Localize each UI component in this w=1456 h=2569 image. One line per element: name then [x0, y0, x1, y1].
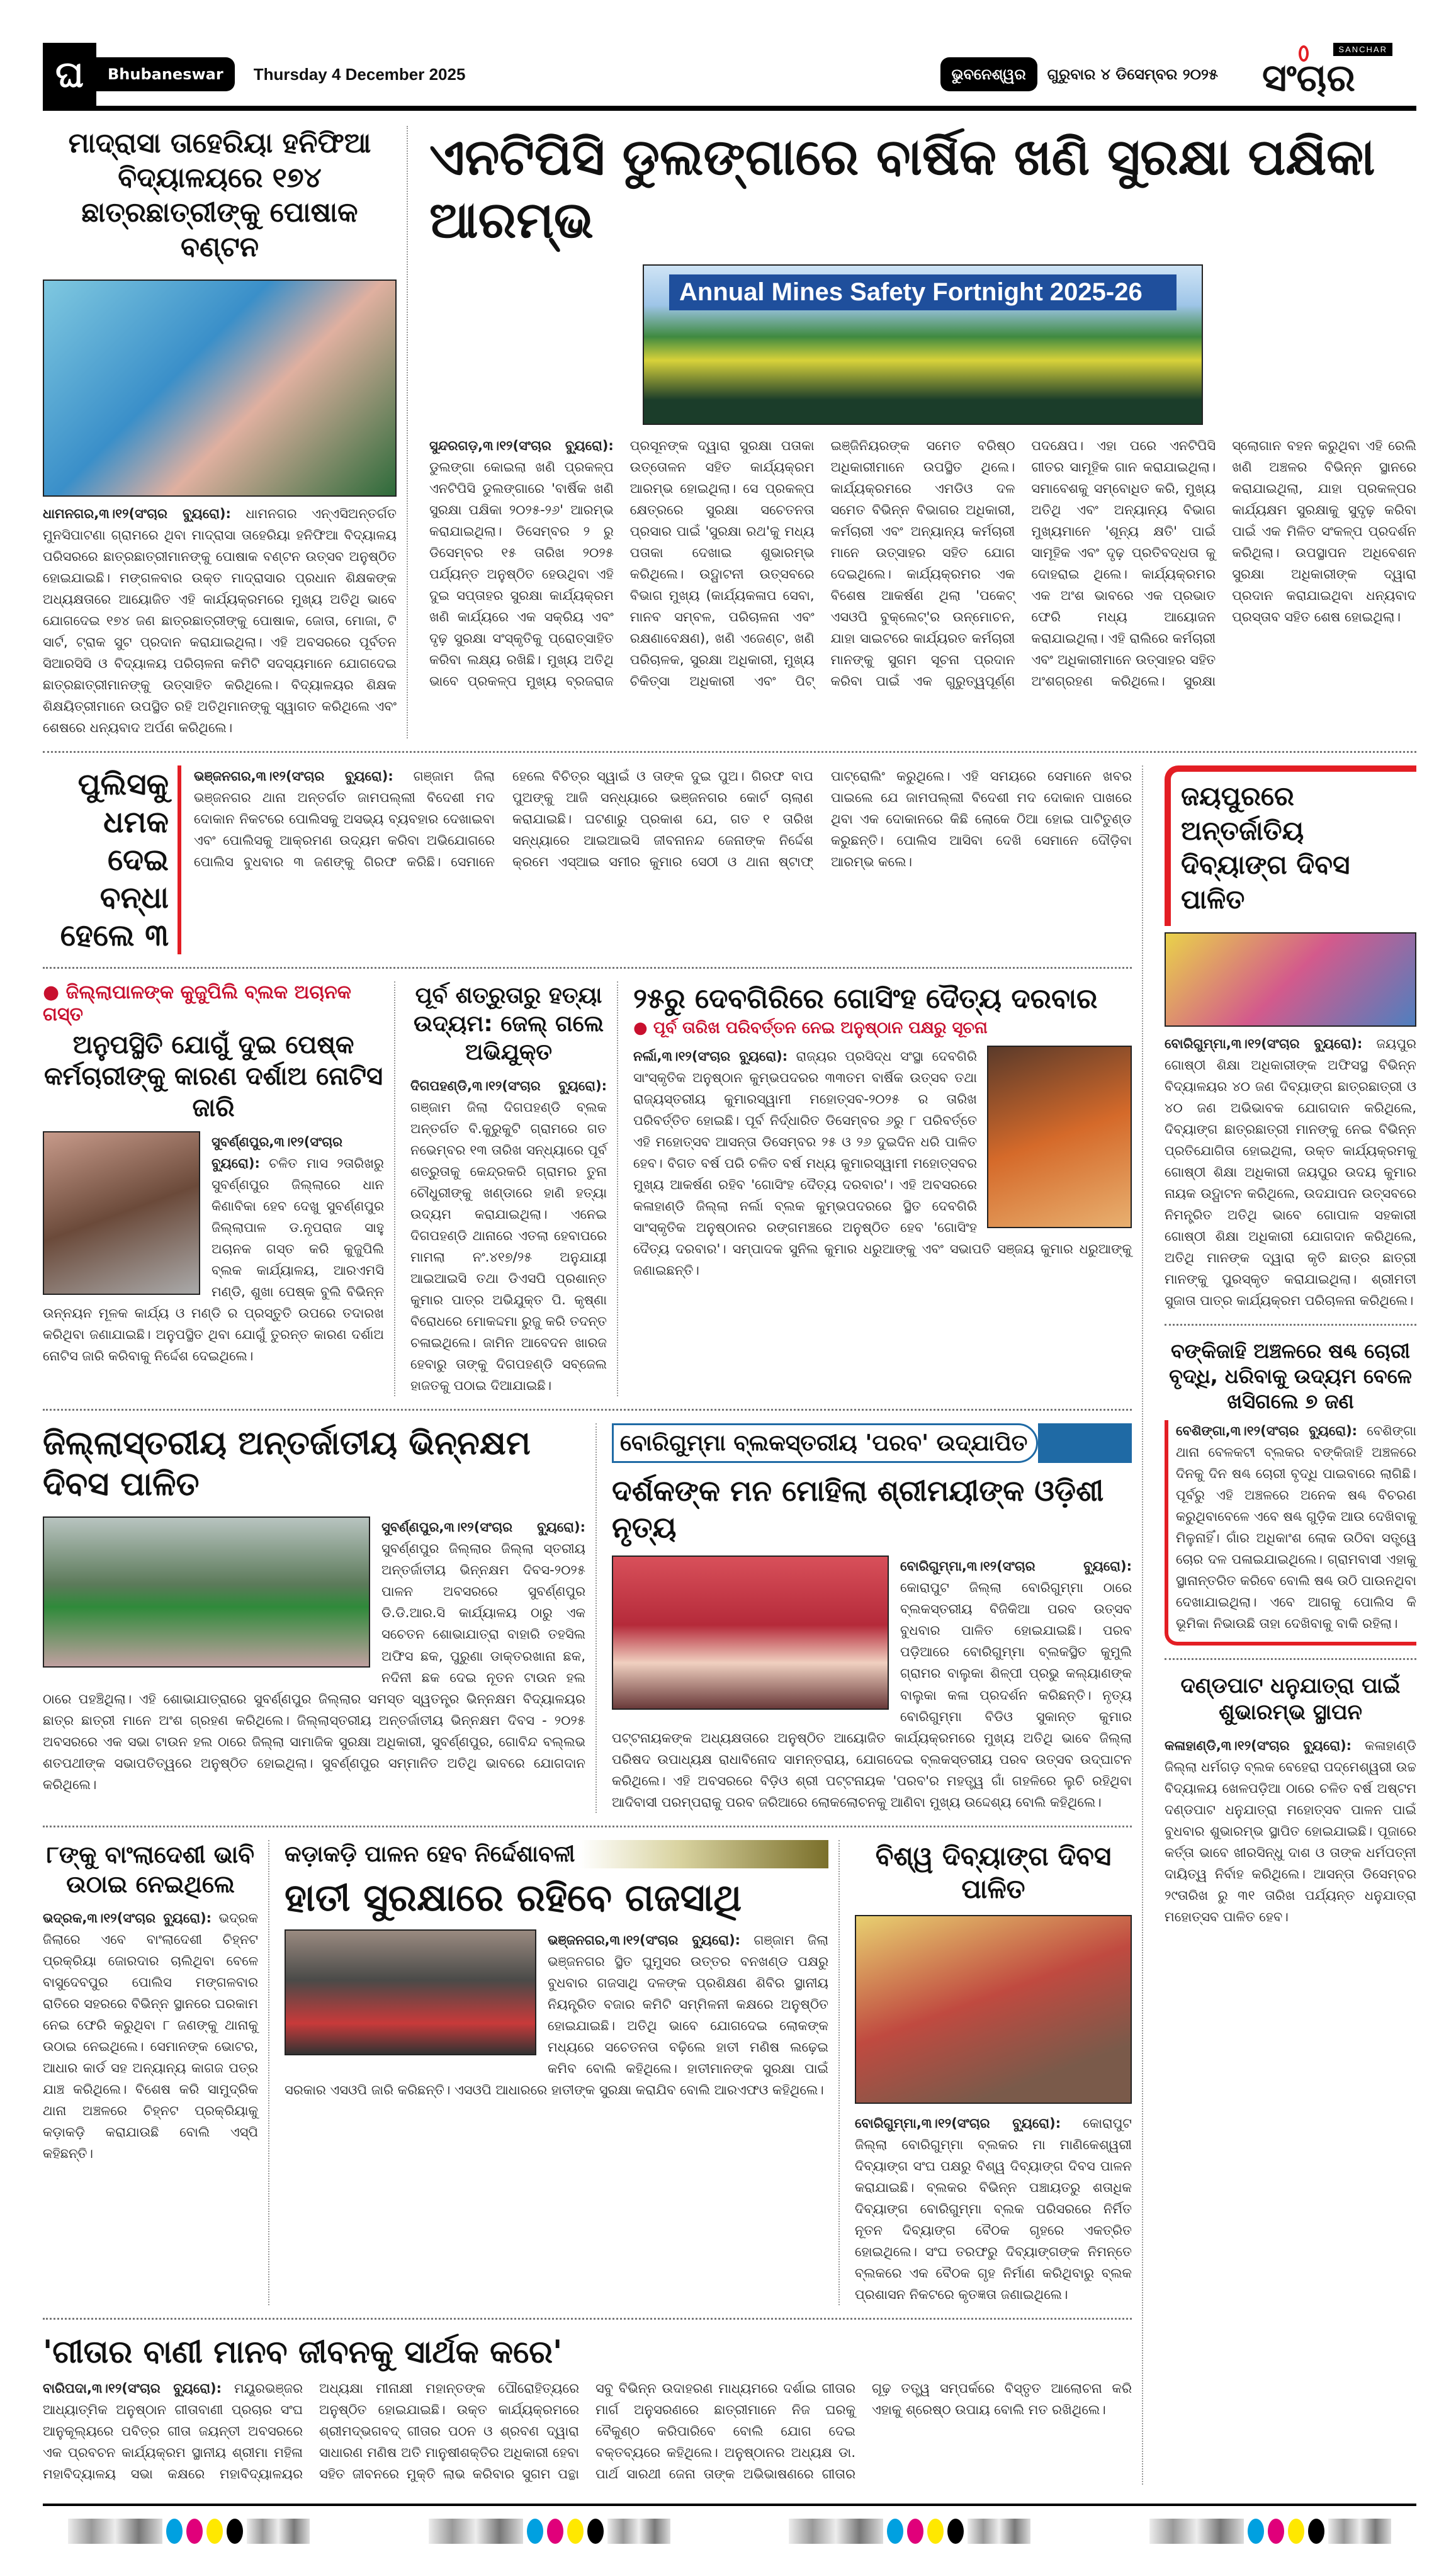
- article-text: ଜୟପୁର ଗୋଷ୍ଠୀ ଶିକ୍ଷା ଅଧିକାରୀଙ୍କ ଅଫିସସ୍ଥ ବିଭିନ୍ନ ବିଦ୍ୟାଳୟର ୪୦ ଜଣ ଦିବ୍ୟାଙ୍ଗ ଛାତ୍ରଛାତ୍ରୀ ଓ ୪୦ ଜଣ ଅଭିଭାବକ ଯୋଗଦାନ କରିଥିଲେ, ଦିବ୍ୟାଙ୍ଗ ଛାତ୍ରଛାତ୍ରୀ ମାନଙ୍କୁ ନେଇ ବିଭିନ୍ନ ପ୍ରତିଯୋଗିତା ହୋଇଥିଲା, ଉକ୍ତ କାର୍ଯ୍ୟକ୍ରମକୁ ଗୋଷ୍ଠୀ ଶିକ୍ଷା ଅଧିକାରୀ ଜୟପୁର ଉଦୟ କୁମାର ନାୟକ ଉଦ୍ଘାଟନ କରିଥିଲେ, ଉଦଯାପନ ଉତ୍ସବରେ ନିମନ୍ତ୍ରିତ ଅତିଥି ଭାବେ ଗୋପାଳ ସହକାରୀ ଗୋଷ୍ଠୀ ଶିକ୍ଷା ଅଧିକାରୀ ଯୋଗଦାନ କରିଥିଲେ, ଅତିଥି ମାନଙ୍କ ଦ୍ୱାରା କୃତି ଛାତ୍ର ଛାତ୍ରୀ ମାନଙ୍କୁ ପୁରସ୍କୃତ କରାଯାଇଥିଲା। ଶ୍ରୀମତୀ ସୁଜାତା ପାତ୍ର କାର୍ଯ୍ୟକ୍ରମ ପରିଚାଳନା କରିଥିଲେ।: [1165, 1036, 1416, 1308]
- headline: ୮ଙ୍କୁ ବାଂଲାଦେଶୀ ଭାବି ଉଠାଇ ନେଇଥିଲେ: [46, 1840, 255, 1899]
- headline: ଜୟପୁରରେ ଅନ୍ତର୍ଜାତିୟ ଦିବ୍ୟାଙ୍ଗ ଦିବସ ପାଳିତ: [1181, 781, 1350, 915]
- article-text: କୋରାପୁଟ ଜିଲ୍ଲା ବୋରିଗୁମ୍ମା ଠାରେ ବ୍ଲକସ୍ତରୀୟ ବିଜିକିଆ ପରବ ଉତ୍ସବ ବୁଧବାର ପାଳିତ ହୋଇଯାଇଛି। ପରବ ପଡ଼ିଆରେ ବୋରିଗୁମ୍ମା ବ୍ଲକସ୍ଥିତ କୁମୁଲି ଗ୍ରାମର ବାଲୁକା ଶିଳ୍ପୀ ପ୍ରଭୁ କଲ୍ୟାଣଙ୍କ ବାଲୁକା କଳା ପ୍ରଦର୍ଶନ କରିଛନ୍ତି। ନୃତ୍ୟ ବୋରିଗୁମ୍ମା ବିଡିଓ ସୁକାନ୍ତ କୁମାର ପଟ୍ଟନାୟକଙ୍କ ଅଧ୍ୟକ୍ଷତାରେ ଅନୁଷ୍ଠିତ ଆୟୋଜିତ କାର୍ଯ୍ୟକ୍ରମରେ ମୁଖ୍ୟ ଅତିଥି ଭାବେ ଜିଲ୍ଲା ପରିଷଦ ଉପାଧ୍ୟକ୍ଷ ରାଧାବିନୋଦ ସାମନ୍ତରାୟ, ଯୋଗଦେଇ ବ୍ଲକସ୍ତରୀୟ ପରବ ଉତ୍ସବ ଉଦ୍‌ଘାଟନ କରିଥିଲେ। ଏହି ଅବସରରେ ବିଡ଼ିଓ ଶ୍ରୀ ପଟ୍ଟନାୟକ 'ପରବ'ର ମହତ୍ତ୍ୱ ଗାଁ ଗହଳିରେ ଲୁଚି ରହିଥିବା ଆଦିବାସୀ ପରମ୍ପରାକୁ ପରବ ଜରିଆରେ ଲୋକଲୋଚନକୁ ଆଣିବା ମୁଖ୍ୟ ଉଦ୍ଦେଶ୍ୟ ବୋଲି କହିଥିଲେ।: [612, 1580, 1132, 1810]
- dateline: ଭଦ୍ରକ,୩।୧୨(ସଂଚାର ବ୍ୟୁରୋ):: [43, 1910, 212, 1926]
- story-ntpc: [429, 126, 1416, 738]
- article-body: [1165, 1033, 1416, 1311]
- dateline: ବାରିପଦା,୩।୧୨(ସଂଚାର ବ୍ୟୁରୋ):: [43, 2381, 222, 2397]
- masthead-rule: [43, 106, 1416, 111]
- row-4: [43, 1840, 1132, 2320]
- story-suspension: [43, 981, 395, 1396]
- main-area: [43, 765, 1143, 2485]
- article-text: ବେଶିଙ୍ଗା ଥାନା ବେଳକଟୀ ବ୍ଲକର ବଙ୍କିଜାହି ଅଞ୍ଚଳରେ ଦିନକୁ ଦିନ ଷଣ୍ଢ ଚୋରୀ ବୃଦ୍ଧି ପାଇବାରେ ଲାଗିଛି। ପୂର୍ବରୁ ଏହି ଅଞ୍ଚଳରେ ଅନେକ ଷଣ୍ଢ ବିଚରଣ କରୁଥିବାବେଳେ ଏବେ ଷଣ୍ଢ ଗୁଡ଼ିକ ଆଉ ଦେଖିବାକୁ ମିଳୁନାହିଁ। ଗାଁର ଅଧିକାଂଶ ଲୋକ ଉଠିବା ସତ୍ତ୍ୱେ ଚୋର ଦଳ ପଳାଇଯାଇଥିଲେ। ଗ୍ରାମବାସୀ ଏହାକୁ ସ୍ଥାନାନ୍ତରିତ କରିବେ ବୋଲି ଷଣ୍ଢ ଉଠି ପାଉନଥିବା ଦେଖାଯାଇଥିଲା। ଏବେ ଆଗକୁ ପୋଲିସ କି ଭୂମିକା ନିଭାଉଛି ତାହା ଦେଖିବାକୁ ବାକି ରହିଲା।: [1176, 1423, 1416, 1631]
- news-photo: [987, 1046, 1132, 1228]
- article-body: [43, 503, 397, 738]
- dateline: ଧାମନଗର,୩।୧୨(ସଂଚାର ବ୍ୟୁରୋ):: [43, 506, 231, 521]
- article-text: କୋରାପୁଟ ଜିଲ୍ଲା ବୋରିଗୁମ୍ମା ବ୍ଲକର ମା ମାଣିକେଶ୍ୱରୀ ଦିବ୍ୟାଙ୍ଗ ସଂଘ ପକ୍ଷରୁ ବିଶ୍ୱ ଦିବ୍ୟାଙ୍ଗ ଦିବସ ପାଳନ କରାଯାଇଛି। ବ୍ଲକର ବିଭିନ୍ନ ପଞ୍ଚାୟତରୁ ଶତାଧିକ ଦିବ୍ୟାଙ୍ଗ ବୋରିଗୁମ୍ମା ବ୍ଲକ ପରିସରରେ ନିର୍ମିତ ନୂତନ ଦିବ୍ୟାଙ୍ଗ ବୈଠକ ଗୃହରେ ଏକତ୍ରିତ ହୋଇଥିଲେ। ସଂଘ ତରଫରୁ ଦିବ୍ୟାଙ୍ଗଙ୍କ ନିମନ୍ତେ ବ୍ଲକରେ ଏକ ବୈଠକ ଗୃହ ନିର୍ମାଣ କରିଥିବାରୁ ବ୍ଲକ ପ୍ରଶାସନ ନିକଟରେ କୃତଜ୍ଞତା ଜଣାଇଥିଲେ।: [855, 2115, 1132, 2302]
- headline: ବଙ୍କିଜାହି ଅଞ୍ଚଳରେ ଷଣ୍ଢ ଚୋରୀ ବୃଦ୍ଧି, ଧରିବାକୁ ଉଦ୍ୟମ ବେଳେ ଖସିଗଲେ ୭ ଜଣ: [1169, 1338, 1412, 1413]
- headline-top: ବୋରିଗୁମ୍ମା ବ୍ଲକସ୍ତରୀୟ 'ପରବ' ଉଦ୍‌ଯାପିତ: [612, 1423, 1038, 1463]
- story-bankijahi: [1165, 1338, 1416, 1660]
- story-disability-day: [43, 1423, 597, 1812]
- article-body: [43, 1907, 258, 2164]
- bullet-icon: ●: [633, 1019, 653, 1038]
- article-text: ଧାମନଗର ଏନ୍‌ଏସିଅନ୍ତର୍ଗତ ମୁନସିପାଟଣା ଗ୍ରାମରେ ଥିବା ମାଦ୍ରାସା ତାହେରିୟା ହନିଫିଆ ବିଦ୍ୟାଳୟ ପରିସରରେ ଛାତ୍ରଛାତ୍ରୀମାନଙ୍କୁ ପୋଷାକ ବଣ୍ଟନ ଉତ୍ସବ ଅନୁଷ୍ଠିତ ହୋଇଯାଇଛି। ମଙ୍ଗଳବାର ଉକ୍ତ ମାଦ୍ରାସାର ପ୍ରଧାନ ଶିକ୍ଷକଙ୍କ ଅଧ୍ୟକ୍ଷତାରେ ଆୟୋଜିତ ଏହି କାର୍ଯ୍ୟକ୍ରମରେ ମୁଖ୍ୟ ଅତିଥି ଭାବେ ଯୋଗଦେଇ ୧୭୪ ଜଣ ଛାତ୍ରଛାତ୍ରୀଙ୍କୁ ପୋଷାକ, ଜୋତା, ମୋଜା, ଟି ସାର୍ଟ, ଟ୍ରାକ ସୁଟ ପ୍ରଦାନ କରାଯାଇଥିଲା। ଏହି ଅବସରରେ ପୂର୍ବତନ ସିଆରସିସି ଓ ବିଦ୍ୟାଳୟ ପରିଚାଳନା କମିଟି ସଦସ୍ୟମାନେ ଯୋଗଦେଇ ଛାତ୍ରଛାତ୍ରୀମାନଙ୍କୁ ଉତ୍ସାହିତ କରିଥିଲେ। ବିଦ୍ୟାଳୟର ଶିକ୍ଷକ ଶିକ୍ଷୟିତ୍ରୀମାନେ ଉପସ୍ଥିତ ରହି ଅତିଥିମାନଙ୍କୁ ସ୍ୱାଗତ କରିଥିଲେ ଏବଂ ଶେଷରେ ଧନ୍ୟବାଦ ଅର୍ପଣ କରିଥିଲେ।: [43, 506, 397, 736]
- dateline: ଭଞ୍ଜନଗର,୩।୧୨(ସଂଚାର ବ୍ୟୁରୋ):: [194, 769, 393, 784]
- story-dhanuyatra: [1165, 1673, 1416, 1928]
- print-color-bar: [789, 2519, 1030, 2544]
- dateline: ସୁବର୍ଣ୍ଣପୁର,୩।୧୨(ସଂଚାର ବ୍ୟୁରୋ):: [381, 1520, 585, 1535]
- story-gita: [43, 2332, 1132, 2485]
- page-section-letter: ଘ: [43, 43, 96, 106]
- story-elephant: [285, 1840, 840, 2305]
- row-2: [43, 981, 1132, 1411]
- dateline: ବୋରିଗୁମ୍ମା,୩।୧୨(ସଂଚାର ବ୍ୟୁରୋ):: [900, 1559, 1132, 1574]
- article-text: ଡୁଲଙ୍ଗା କୋଇଲା ଖଣି ପ୍ରକଳ୍ପ ଏନଟିପିସି ଡୁଲଙ୍ଗାରେ 'ବାର୍ଷିକ ଖଣି ସୁରକ୍ଷା ପକ୍ଷିକା ୨୦୨୫-୨୬' ଆରମ୍ଭ କରାଯାଇଥିଲା। ଡିସେମ୍ବର ୨ ରୁ ଡିସେମ୍ବର ୧୫ ତାରିଖ ୨୦୨୫ ପର୍ଯ୍ୟନ୍ତ ଅନୁଷ୍ଠିତ ହେଉଥିବା ଏହି ଦୁଇ ସପ୍ତାହର ସୁରକ୍ଷା କାର୍ଯ୍ୟକ୍ରମ ଖଣି କାର୍ଯ୍ୟରେ ଏକ ସକ୍ରିୟ ଏବଂ ଦୃଢ଼ ସୁରକ୍ଷା ସଂସ୍କୃତିକୁ ପ୍ରୋତ୍ସାହିତ କରିବା ଲକ୍ଷ୍ୟ ରଖିଛି। ମୁଖ୍ୟ ଅତିଥି ଭାବେ ପ୍ରକଳ୍ପ ମୁଖ୍ୟ ବ୍ରଜରାଜ ପ୍ରସୂନଙ୍କ ଦ୍ୱାରା ସୁରକ୍ଷା ପତାକା ଉତ୍ତୋଳନ ସହିତ କାର୍ଯ୍ୟକ୍ରମ ଆରମ୍ଭ ହୋଇଥିଲା। ସେ ପ୍ରକଳ୍ପ କ୍ଷେତ୍ରରେ ସୁରକ୍ଷା ସଚେତନତା ପ୍ରସାର ପାଇଁ 'ସୁରକ୍ଷା ରଥ'କୁ ମଧ୍ୟ ପତାକା ଦେଖାଇ ଶୁଭାରମ୍ଭ କରିଥିଲେ। ଉଦ୍ଘାଟନୀ ଉତ୍ସବରେ ବିଭାଗ ମୁଖ୍ୟ (କାର୍ଯ୍ୟକଳାପ ସେବା, ମାନବ ସମ୍ବଳ, ପରିଚାଳନା ଏବଂ ରକ୍ଷଣାବେକ୍ଷଣ), ଖଣି ଏଜେଣ୍ଟ, ଖଣି ପରିଚାଳକ, ସୁରକ୍ଷା ଅଧିକାରୀ, ମୁଖ୍ୟ ଚିକିତ୍ସା ଅଧିକାରୀ ଏବଂ ପିଟ୍ ଇଞ୍ଜିନିୟରଙ୍କ ସମେତ ବରିଷ୍ଠ ଅଧିକାରୀମାନେ ଉପସ୍ଥିତ ଥିଲେ। କାର୍ଯ୍ୟକ୍ରମରେ ଏମଡିଓ ଦଳ ସମେତ ବିଭିନ୍ନ ବିଭାଗର ଅଧିକାରୀ, କର୍ମଚାରୀ ଏବଂ ଅନ୍ୟାନ୍ୟ କର୍ମଚାରୀ ମାନେ ଉତ୍ସାହର ସହିତ ଯୋଗ ଦେଇଥିଲେ। କାର୍ଯ୍ୟକ୍ରମର ଏକ ବିଶେଷ ଆକର୍ଷଣ ଥିଲା 'ପକେଟ୍ ଏସଓପି ବୁକ୍ଲେଟ୍'ର ଉନ୍ମୋଚନ, ଯାହା ସାଇଟରେ କାର୍ଯ୍ୟରତ କର୍ମଚାରୀ ମାନଙ୍କୁ ସୁଗମ ସୂଚନା ପ୍ରଦାନ କରିବା ପାଇଁ ଏକ ଗୁରୁତ୍ୱପୂର୍ଣ୍ଣ ପଦକ୍ଷେପ। ଏହା ପରେ ଏନଟିପିସି ଗୀତର ସାମୂହିକ ଗାନ କରାଯାଇଥିଲା। ସମାବେଶକୁ ସମ୍ବୋଧିତ କରି, ମୁଖ୍ୟ ଅତିଥି ଏବଂ ଅନ୍ୟାନ୍ୟ ବିଭାଗ ମୁଖ୍ୟମାନେ 'ଶୂନ୍ୟ କ୍ଷତି' ପାଇଁ ସାମୂହିକ ଏବଂ ଦୃଢ଼ ପ୍ରତିବଦ୍ଧତା କୁ ଦୋହରାଇ ଥିଲେ। କାର୍ଯ୍ୟକ୍ରମର ଏକ ଅଂଶ ଭାବରେ ଏକ ପ୍ରଭାତ ଫେରି ମଧ୍ୟ ଆୟୋଜନ କରାଯାଇଥିଲା। ଏହି ରାଲିରେ କର୍ମଚାରୀ ଏବଂ ଅଧିକାରୀମାନେ ଉତ୍ସାହର ସହିତ ଅଂଶଗ୍ରହଣ କରିଥିଲେ। ସୁରକ୍ଷା ସ୍ଲୋଗାନ ବହନ କରୁଥିବା ଏହି ରେଲି ଖଣି ଅଞ୍ଚଳର ବିଭିନ୍ନ ସ୍ଥାନରେ କରାଯାଇଥିଲା, ଯାହା ପ୍ରକଳ୍ପର କାର୍ଯ୍ୟକ୍ଷମ ସୁରକ୍ଷାକୁ ସୁଦୃଢ଼ କରିବା ପାଇଁ ଏକ ମିଳିତ ସଂକଳ୍ପ ପ୍ରଦର୍ଶନ କରିଥିଲା। ଉପସ୍ଥାପନ ଅଧିବେଶନ ସୁରକ୍ଷା ଅଧିକାରୀଙ୍କ ଦ୍ୱାରା ପ୍ରଦାନ କରାଯାଇଥିବା ଧନ୍ୟବାଦ ପ୍ରସ୍ତାବ ସହିତ ଶେଷ ହୋଇଥିଲା।: [429, 438, 1416, 689]
- article-text: ମୟୂରଭଞ୍ଜର ଆଧ୍ୟାତ୍ମିକ ଅନୁଷ୍ଠାନ ଗୀତାବାଣୀ ପ୍ରଚାର ସଂଘ ଆନୁକୂଲ୍ୟରେ ପବିତ୍ର ଗୀତା ଜୟନ୍ତୀ ଅବସରରେ ଏକ ପ୍ରବଚନ କାର୍ଯ୍ୟକ୍ରମ ସ୍ଥାନୀୟ ଶ୍ରୀମା ମହିଳା ମହାବିଦ୍ୟାଳୟ ସଭା କକ୍ଷରେ ମହାବିଦ୍ୟାଳୟର ଅଧ୍ୟକ୍ଷା ମୀନାକ୍ଷୀ ମହାନ୍ତଙ୍କ ପୌରୋହିତ୍ୟରେ ଅନୁଷ୍ଠିତ ହୋଇଯାଇଛି। ଉକ୍ତ କାର୍ଯ୍ୟକ୍ରମରେ ଶ୍ରୀମଦ୍‌ଭଗବଦ୍ ଗୀତାର ପଠନ ଓ ଶ୍ରବଣ ଦ୍ୱାରା ସାଧାରଣ ମଣିଷ ଅତି ମାନୁଷୀଶକ୍ତିର ଅଧିକାରୀ ହେବା ସହିତ ଜୀବନରେ ମୁକ୍ତି ଲାଭ କରିବାର ସୁଗମ ପନ୍ଥା ସବୁ ବିଭିନ୍ନ ଉଦାହରଣ ମାଧ୍ୟମରେ ଦର୍ଶାଇ ଗୀତାର ମାର୍ଗ ଅନୁସରଣରେ ଛାତ୍ରୀମାନେ ନିଜ ଘରକୁ ବୈକୁଣ୍ଠ କରିପାରିବେ ବୋଲି ଯୋଗ ଦେଇ ବକ୍ତବ୍ୟରେ କହିଥିଲେ। ଅନୁଷ୍ଠାନର ଅଧ୍ୟକ୍ଷ ଡା. ପାର୍ଥ ସାରଥୀ ଜେନା ତାଙ୍କ ଅଭିଭାଷଣରେ ଗୀତାର ଗୂଢ଼ ତତ୍ତ୍ୱ ସମ୍ପର୍କରେ ବିସ୍ତୃତ ଆଲୋଚନା କରି ଏହାକୁ ଶ୍ରେଷ୍ଠ ଉପାୟ ବୋଲି ମତ ରଖିଥିଲେ।: [43, 2381, 1132, 2482]
- edition-city-odia-badge: ଭୁବନେଶ୍ୱର: [940, 57, 1037, 91]
- headline-bar: [285, 1840, 828, 1868]
- article-text: ଚଳିତ ମାସ ୨ତାରିଖରୁ ସୁବର୍ଣ୍ଣପୁର ଜିଲ୍ଲାରେ ଧାନ କିଣାବିକା ହେବ ଦେଖୁ ସୁବର୍ଣ୍ଣପୁର ଜିଲ୍ଲାପାଳ ଡ.ନୃପରାଜ ସାହୁ ଅଚାନକ ଗସ୍ତ କରି କୁଜୁପିଲି ବ୍ଲକ କାର୍ଯ୍ୟାଳୟ, ଆରଏମସି ମଣ୍ଡି, ଶୁଖା ପେଷ୍କ ବୁଲି ବିଭିନ୍ନ ଉନ୍ନୟନ ମୂଳକ କାର୍ଯ୍ୟ ଓ ମଣ୍ଡି ର ପ୍ରସ୍ତୁତି ଉପରେ ତଦାରଖ କରିଥିବା ଜଣାଯାଇଛି। ଅନୁପସ୍ଥିତ ଥିବା ଯୋଗୁଁ ତୁରନ୍ତ କାରଣ ଦର୍ଶାଅ ନୋଟିସ ଜାରି କରିବାକୁ ନିର୍ଦ୍ଦେଶ ଦେଇଥିଲେ।: [43, 1156, 384, 1364]
- headline: ବିଶ୍ୱ ଦିବ୍ୟାଙ୍ଗ ଦିବସ ପାଳିତ: [875, 1840, 1112, 1905]
- news-photo: [855, 1915, 1132, 2104]
- newspaper-logo: [1256, 43, 1416, 106]
- headline: 'ଗୀତାର ବାଣୀ ମାନବ ଜୀବନକୁ ସାର୍ଥକ କରେ': [43, 2333, 563, 2370]
- dateline: ଦିଗପହଣ୍ଡି,୩।୧୨(ସଂଚାର ବ୍ୟୁରୋ):: [410, 1078, 607, 1094]
- article-body: [855, 2113, 1132, 2305]
- headline: ପୁଲିସକୁ ଧମକ ଦେଇ ବନ୍ଧା ହେଲେ ୩: [43, 765, 181, 954]
- dateline: ନର୍ଲା,୩।୧୨(ସଂଚାର ବ୍ୟୁରୋ):: [633, 1049, 788, 1064]
- story-jaypur: [1165, 765, 1416, 1326]
- story-police: [43, 765, 1132, 969]
- photo-banner: Annual Mines Safety Fortnight 2025-26: [669, 274, 1177, 310]
- lower-section: [43, 765, 1416, 2485]
- news-photo: [43, 1516, 370, 1668]
- article-body: [429, 435, 1416, 692]
- headline: ଦଣ୍ଡପାଟ ଧନୁଯାତ୍ରା ପାଇଁ ଶୁଭାରମ୍ଭ ସ୍ଥାପନ: [1180, 1673, 1401, 1725]
- headline: ଦର୍ଶକଙ୍କ ମନ ମୋହିଲା ଶ୍ରୀମୟୀଙ୍କ ଓଡ଼ିଶୀ ନୃତ୍ୟ: [612, 1474, 1104, 1544]
- article-body: [1165, 1735, 1416, 1928]
- headline: ମାଦ୍ରାସା ତାହେରିୟା ହନିଫିଆ ବିଦ୍ୟାଳୟରେ ୧୭୪ ଛାତ୍ରଛାତ୍ରୀଙ୍କୁ ପୋଷାକ ବଣ୍ଟନ: [68, 127, 371, 263]
- dateline: ବୋରିଗୁମ୍ମା,୩।୧୨(ସଂଚାର ବ୍ୟୁରୋ):: [1165, 1036, 1363, 1051]
- article-text: କଳାହାଣ୍ଡି ଜିଲ୍ଲା ଧର୍ମଗଡ଼ ବ୍ଲକ ବେହେରା ପଦ୍ମେଶ୍ୱରୀ ଉଚ୍ଚ ବିଦ୍ୟାଳୟ ଖେଳପଡ଼ିଆ ଠାରେ ଚଳିତ ବର୍ଷ ଅଷ୍ଟମ ଦଣ୍ଡପାଟ ଧନୁଯାତ୍ରା ମହୋତ୍ସବ ପାଳନ ପାଇଁ ବୁଧବାର ଶୁଭାରମ୍ଭ ସ୍ଥାପିତ ହୋଇଯାଇଛି। ପୂଜାରେ କର୍ତ୍ତା ଭାବେ ଖୀରସିନ୍ଧୁ ଦାଶ ଓ ତାଙ୍କ ଧର୍ମପତ୍ନୀ ଦାୟିତ୍ୱ ନିର୍ବାହ କରିଥିଲେ। ଆସନ୍ତା ଡିସେମ୍ବର ୨୯ତାରିଖ ରୁ ୩୧ ତାରିଖ ପର୍ଯ୍ୟନ୍ତ ଧନୁଯାତ୍ରା ମହୋତ୍ସବ ପାଳିତ ହେବ।: [1165, 1737, 1416, 1925]
- dateline: ସୁନ୍ଦରଗଡ଼,୩।୧୨(ସଂଚାର ବ୍ୟୁରୋ):: [429, 438, 614, 453]
- news-photo: [643, 264, 1203, 425]
- headline: ପୂର୍ବ ଶତ୍ରୁତାରୁ ହତ୍ୟା ଉଦ୍ୟମ: ଜେଲ୍ ଗଲେ ଅଭିଯୁକ୍ତ: [413, 983, 604, 1066]
- news-photo: [43, 279, 397, 497]
- accent-bar: [1038, 1423, 1132, 1463]
- dateline: ବୋରିଗୁମ୍ମା,୩।୧୨(ସଂଚାର ବ୍ୟୁରୋ):: [855, 2115, 1061, 2131]
- print-color-bars: [43, 2506, 1416, 2544]
- right-rail: [1165, 765, 1416, 2485]
- story-box: [1165, 765, 1416, 925]
- top-section: [43, 126, 1416, 753]
- story-debagiri: [633, 981, 1132, 1396]
- edition-date-odia: ଗୁରୁବାର ୪ ଡିସେମ୍ବର ୨୦୨୫: [1047, 65, 1218, 83]
- article-body: [410, 1075, 607, 1396]
- story-madrasa: [43, 126, 408, 738]
- news-photo: [612, 1556, 889, 1710]
- row-3: [43, 1423, 1132, 1827]
- edition-date: Thursday 4 December 2025: [253, 64, 466, 84]
- article-text: ସୁବର୍ଣ୍ଣପୁର ଜିଲ୍ଲାର ଜିଲ୍ଲା ସ୍ତରୀୟ ଅନ୍ତର୍ଜାତୀୟ ଭିନ୍ନକ୍ଷମ ଦିବସ-୨୦୨୫ ପାଳନ ଅବସରରେ ସୁବର୍ଣ୍ଣପୁର ଡି.ଡି.ଆର.ସି କାର୍ଯ୍ୟାଳୟ ଠାରୁ ଏକ ସଚେତନ ଶୋଭାଯାତ୍ରା ବାହାରି ତହସିଲ ଅଫିସ ଛକ, ପୁରୁଣା ଡାକ୍ତରଖାନା ଛକ, ନଦିନୀ ଛକ ଦେଇ ନୂତନ ଟାଉନ ହଲ ଠାରେ ପହଞ୍ଚିଥିଲା। ଏହି ଶୋଭାଯାତ୍ରାରେ ସୁବର୍ଣ୍ଣପୁର ଜିଲ୍ଲାର ସମସ୍ତ ସ୍ୱତନ୍ତ୍ର ଭିନ୍ନକ୍ଷମ ବିଦ୍ୟାଳୟର ଛାତ୍ର ଛାତ୍ରୀ ମାନେ ଅଂଶ ଗ୍ରହଣ କରିଥିଲେ। ଜିଲ୍ଲାସ୍ତରୀୟ ଅନ୍ତର୍ଜାତୀୟ ଭିନ୍ନକ୍ଷମ ଦିବସ - ୨୦୨୫ ଅବସରରେ ଏକ ସଭା ଟାଉନ ହଲ ଠାରେ ଜିଲ୍ଲା ସାମାଜିକ ସୁରକ୍ଷା ଅଧିକାରୀ, ସୁବର୍ଣ୍ଣପୁର, ଗୋବିନ୍ଦ ବଲ୍ଲଭ ଶତପଥୀଙ୍କ ସଭାପତିତ୍ୱରେ ଅନୁଷ୍ଠିତ ହୋଇଥିଲା। ସୁବର୍ଣ୍ଣପୁର ସମ୍ମାନିତ ଅତିଥି ଭାବରେ ଯୋଗଦାନ କରିଥିଲେ।: [43, 1541, 585, 1792]
- print-color-bar: [68, 2519, 310, 2544]
- bullet-icon: ●: [43, 981, 66, 1004]
- article-body: [1176, 1420, 1416, 1634]
- news-photo: [43, 1131, 200, 1295]
- news-photo: [285, 1929, 536, 2055]
- headline-top: କଡ଼ାକଡ଼ି ପାଳନ ହେବ ନିର୍ଦ୍ଦେଶାବଳୀ: [285, 1841, 575, 1867]
- dateline: ବେଶିଙ୍ଗା,୩।୧୨(ସଂଚାର ବ୍ୟୁରୋ):: [1176, 1423, 1358, 1438]
- print-color-bar: [429, 2519, 670, 2544]
- accent-bar: [580, 1840, 828, 1868]
- kicker: [633, 1019, 1132, 1038]
- news-photo: [1165, 932, 1416, 1027]
- headline-bar: [612, 1423, 1132, 1463]
- kicker-text: ଜିଲ୍ଲାପାଳଙ୍କ କୁଜୁପିଲି ବ୍ଲକ ଅଚାନକ ଗସ୍ତ: [43, 981, 351, 1026]
- article-text: ଭଦ୍ରକ ଜିଲାରେ ଏବେ ବାଂଲାଦେଶୀ ଚିହ୍ନଟ ପ୍ରକ୍ରିୟା ଜୋରଦାର ଚାଲିଥିବା ବେଳେ ବାସୁଦେବପୁର ପୋଲିସ ମଙ୍ଗଳବାର ରାତିରେ ସହରରେ ବିଭିନ୍ନ ସ୍ଥାନରେ ଘରକାମ ନେଇ ଫେରି କରୁଥିବା ୮ ଜଣଙ୍କୁ ଥାନାକୁ ଉଠାଇ ନେଇଥିଲେ। ସେମାନଙ୍କ ଭୋଟର, ଆଧାର କାର୍ଡ ସହ ଅନ୍ୟାନ୍ୟ କାଗଜ ପତ୍ର ଯାଞ୍ଚ କରିଥିଲେ। ବିଶେଷ କରି ସାମୁଦ୍ରିକ ଥାନା ଅଞ୍ଚଳରେ ଚିହ୍ନଟ ପ୍ରକ୍ରିୟାକୁ କଡ଼ାକଡ଼ି କରାଯାଉଛି ବୋଲି ଏସ୍‌ପି କହିଛନ୍ତି।: [43, 1910, 258, 2161]
- story-parab: [612, 1423, 1132, 1812]
- headline: ୨୫ରୁ ଦେବଗିରିରେ ଗୋସିଂହ ଦୈତ୍ୟ ଦରବାର: [633, 983, 1098, 1015]
- headline: ହାତୀ ସୁରକ୍ଷାରେ ରହିବେ ଗଜସାଥି: [285, 1875, 742, 1920]
- main-headline: ଏନଟିପିସି ଡୁଲଙ୍ଗାରେ ବାର୍ଷିକ ଖଣି ସୁରକ୍ଷା ପକ୍ଷିକା ଆରମ୍ଭ: [429, 128, 1375, 249]
- masthead: [43, 43, 1416, 106]
- story-jail: [410, 981, 618, 1396]
- article-body: [43, 2378, 1132, 2485]
- kicker: [43, 981, 384, 1025]
- logo-tag: SANCHAR: [1333, 43, 1392, 56]
- article-text: ଗଞ୍ଜାମ ଜିଲା ଦିଗପହଣ୍ଡି ବ୍ଲକ ଅନ୍ତର୍ଗତ ବି.କୁରୁକୁଟି ଗ୍ରାମରେ ଗତ ନଭେମ୍ବର ୧୩ ତାରିଖ ସନ୍ଧ୍ୟାରେ ପୂର୍ବ ଶତ୍ରୁତାକୁ କେନ୍ଦ୍ରକରି ଗ୍ରାମର ତୁନା ଚୌଧୁରୀଙ୍କୁ ଖଣ୍ଡାରେ ହାଣି ହତ୍ୟା ଉଦ୍ୟମ କରାଯାଇଥିଲା। ଏନେଇ ଦିଗପହଣ୍ଡି ଥାନାରେ ଏତଲା ହେବାପରେ ମାମଲା ନଂ.୪୧୭/୨୫ ଅନୁଯାୟୀ ଆଇଆଇସି ତଥା ଡିଏସପି ପ୍ରଶାନ୍ତ କୁମାର ପାତ୍ର ଅଭିଯୁକ୍ତ ପି. କୃଷ୍ଣା ବିରୋଧରେ ମୋକଦ୍ଦମା ରୁଜୁ କରି ତଦନ୍ତ ଚଳାଇଥିଲେ। ଜାମିନ ଆବେଦନ ଖାରଜ ହେବାରୁ ତାଙ୍କୁ ଦିଗପହଣ୍ଡି ସବ୍‌ଜେଲ ହାଜତକୁ ପଠାଇ ଦିଆଯାଇଛି।: [410, 1100, 607, 1394]
- article-text: ରାଜ୍ୟର ପ୍ରସିଦ୍ଧ ସଂସ୍ଥା ଦେବଗିରି ସାଂସ୍କୃତିକ ଅନୁଷ୍ଠାନ କୁମ୍ଭପଦରର ୩୩ତମ ବାର୍ଷିକ ଉତ୍ସବ ତଥା ରାଜ୍ୟସ୍ତରୀୟ କୁମାରସ୍ୱାମୀ ମହୋତ୍ସବ-୨୦୨୫ ର ତାରିଖ ପରିବର୍ତ୍ତିତ ହୋଇଛି। ପୂର୍ବ ନିର୍ଦ୍ଧାରିତ ଡିସେମ୍ବର ୬ରୁ ୮ ପରିବର୍ତ୍ତେ ଏହି ମହୋତ୍ସବ ଆସନ୍ତା ଡିସେମ୍ବର ୨୫ ଓ ୨୬ ଦୁଇଦିନ ଧରି ପାଳିତ ହେବ। ବିଗତ ବର୍ଷ ପରି ଚଳିତ ବର୍ଷ ମଧ୍ୟ କୁମାରସ୍ୱାମୀ ମହୋତ୍ସବର ମୁଖ୍ୟ ଆକର୍ଷଣ ରହିବ 'ଗୋସିଂହ ଦୈତ୍ୟ ଦରବାର'। ଏହି ଅବସରରେ କଳାହାଣ୍ଡି ଜିଲ୍ଲା ନର୍ଲା ବ୍ଲକ କୁମ୍ଭପଦରରେ ସ୍ଥିତ ଦେବଗିରି ସାଂସ୍କୃତିକ ଅନୁଷ୍ଠାନର ରଙ୍ଗମଞ୍ଚରେ ଅନୁଷ୍ଠିତ ହେବ 'ଗୋସିଂହ ଦୈତ୍ୟ ଦରବାର'। ସମ୍ପାଦକ ସୁନିଲ କୁମାର ଧରୁଆଙ୍କୁ ଏବଂ ସଭାପତି ସଞ୍ଜୟ କୁମାର ଧରୁଆଙ୍କୁ ଜଣାଇଛନ୍ତି।: [633, 1049, 1132, 1279]
- story-bangladeshi: [43, 1840, 269, 2305]
- article-body: [194, 765, 1132, 954]
- story-world-disability: [855, 1840, 1132, 2305]
- kicker-text: ପୂର୍ବ ତାରିଖ ପରିବର୍ତ୍ତନ ନେଇ ଅନୁଷ୍ଠାନ ପକ୍ଷରୁ ସୂଚନା: [653, 1019, 988, 1038]
- dateline: ଭଞ୍ଜନଗର,୩।୧୨(ସଂଚାର ବ୍ୟୁରୋ):: [548, 1932, 741, 1948]
- print-color-bar: [1149, 2519, 1391, 2544]
- article-text: ଗଞ୍ଜାମ ଜିଲା ଭଞ୍ଜନଗର ସ୍ଥିତ ଘୁମୁସର ଉତ୍ତର ବନଖଣ୍ଡ ପକ୍ଷରୁ ବୁଧବାର ଗଜସାଥି ଦଳଙ୍କ ପ୍ରଶିକ୍ଷଣ ଶିବିର ସ୍ଥାନୀୟ ନିୟନ୍ତ୍ରିତ ବଜାର କମିଟି ସମ୍ମିଳନୀ କକ୍ଷରେ ଅନୁଷ୍ଠିତ ହୋଇଯାଇଛି। ଅତିଥି ଭାବେ ଯୋଗଦେଇ ଲୋକଙ୍କ ମଧ୍ୟରେ ସଚେତନତା ବଢ଼ିଲେ ହାତୀ ମଣିଷ ଲଢ଼େଇ କମିବ ବୋଲି କହିଥିଲେ। ହାତୀମାନଙ୍କ ସୁରକ୍ଷା ପାଇଁ ସରକାର ଏସଓପି ଜାରି କରିଛନ୍ତି। ଏସଓପି ଆଧାରରେ ହାତୀଙ୍କ ସୁରକ୍ଷା କରାଯିବ ବୋଲି ଆରଏଫଓ କହିଥିଲେ।: [285, 1932, 828, 2098]
- dateline: କଳାହାଣ୍ଡି,୩।୧୨(ସଂଚାର ବ୍ୟୁରୋ):: [1165, 1737, 1352, 1753]
- accent-bracket: [1165, 1420, 1416, 1646]
- logo-name: ସଂଚାର: [1262, 56, 1355, 100]
- headline: ଅନୁପସ୍ଥିତି ଯୋଗୁଁ ଦୁଇ ପେଷ୍କ କର୍ମଚାରୀଙ୍କୁ କାରଣ ଦର୍ଶାଅ ନୋଟିସ ଜାରି: [43, 1030, 383, 1123]
- edition-city-badge: Bhubaneswar: [96, 57, 235, 91]
- headline: ଜିଲ୍ଲାସ୍ତରୀୟ ଅନ୍ତର୍ଜାତୀୟ ଭିନ୍ନକ୍ଷମ ଦିବସ ପାଳିତ: [43, 1425, 531, 1504]
- dateline: ସୁବର୍ଣ୍ଣପୁର,୩।୧୨(ସଂଚାର ବ୍ୟୁରୋ):: [212, 1134, 343, 1172]
- article-text: ଗଞ୍ଜାମ ଜିଲା ଭଞ୍ଜନଗର ଥାନା ଅନ୍ତର୍ଗତ ଜାମପଲ୍ଲୀ ବିଦେଶୀ ମଦ ଦୋକାନ ନିକଟରେ ପୋଲିସକୁ ଅସଭ୍ୟ ବ୍ୟବହାର ଦେଖାଇବା ଏବଂ ପୋଲିସକୁ ଆକ୍ରମଣ ଉଦ୍ୟମ କରିବା ଅଭିଯୋଗରେ ପୋଲିସ ବୁଧବାର ୩ ଜଣଙ୍କୁ ଗିରଫ କରିଛି। ସେମାନେ ହେଲେ ବିଚିତ୍ର ସ୍ୱାଇଁ ଓ ତାଙ୍କ ଦୁଇ ପୁଅ। ଗିରଫ ବାପ ପୁଅଙ୍କୁ ଆଜି ସନ୍ଧ୍ୟାରେ ଭଞ୍ଜନଗର କୋର୍ଟ ଚାଲାଣ କରାଯାଇଛି। ଘଟଣାରୁ ପ୍ରକାଶ ଯେ, ଗତ ୧ ତାରିଖ ସନ୍ଧ୍ୟାରେ ଆଇଆଇସି ଜୀବନାନନ୍ଦ ଜେନାଙ୍କ ନିର୍ଦ୍ଦେଶ କ୍ରମେ ଏସ୍‌ଆଇ ସମୀର କୁମାର ସେଠୀ ଓ ଥାନା ଷ୍ଟାଫ୍ ପାଟ୍ରୋଲିଂ କରୁଥିଲେ। ଏହି ସମୟରେ ସେମାନେ ଖବର ପାଇଲେ ଯେ ଜାମପଲ୍ଲୀ ବିଦେଶୀ ମଦ ଦୋକାନ ପାଖରେ ଥିବା ଏକ ଦୋକାନରେ କିଛି ଲୋକେ ଠିଆ ହୋଇ ପାଟିତୁଣ୍ଡ କରୁଛନ୍ତି। ପୋଲିସ ଆସିବା ଦେଖି ସେମାନେ ଦୌଡ଼ିବା ଆରମ୍ଭ କଲେ।: [194, 769, 1132, 870]
